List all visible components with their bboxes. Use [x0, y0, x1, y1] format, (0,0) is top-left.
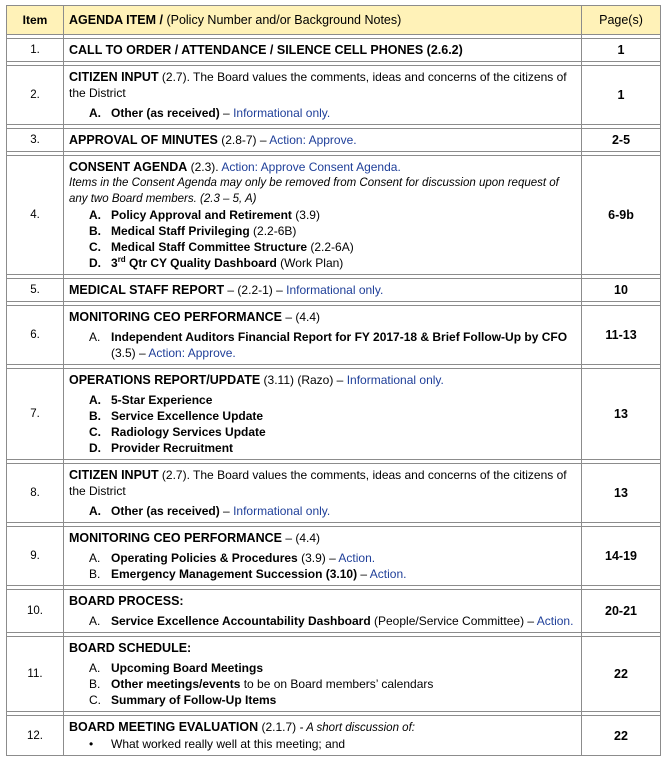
sub-item: B. Emergency Management Succession (3.10) – Action.: [89, 567, 407, 581]
agenda-item-cell: [64, 306, 582, 365]
table-row: [7, 716, 661, 756]
action-label: Informational only.: [233, 504, 331, 518]
item-ref: (2.7).: [158, 70, 190, 84]
agenda-item-cell: [64, 66, 582, 125]
row-number: 2.: [7, 66, 64, 125]
row-pages: 20-21: [582, 590, 661, 633]
agenda-item-cell: [64, 716, 582, 756]
agenda-table: [6, 5, 661, 756]
action-label: Informational only.: [233, 106, 331, 120]
item-title: BOARD SCHEDULE:: [69, 641, 192, 655]
sub-item: A. Other (as received) – Informational only.: [89, 504, 331, 518]
row-number: 1.: [7, 39, 64, 62]
item-description: The Board values the comments, ideas and concerns of the citizens of the District: [69, 70, 567, 100]
sub-item: B. Medical Staff Privileging (2.2-6B): [89, 224, 297, 238]
sub-item: B. Other meetings/events to be on Board members’ calendars: [89, 677, 434, 691]
action-label: Action: Approve Consent Agenda.: [221, 160, 401, 174]
row-pages: 13: [582, 464, 661, 523]
row-number: 7.: [7, 369, 64, 460]
sub-item: A. Other (as received) – Informational only.: [89, 106, 331, 120]
agenda-item-cell: [64, 129, 582, 152]
header-agenda-bold: AGENDA ITEM /: [69, 13, 163, 27]
row-pages: 22: [582, 716, 661, 756]
sub-item: A. Independent Auditors Financial Report for FY 2017-18 & Brief Follow-Up by CFO (3.5) – Action: Approve.: [89, 330, 568, 360]
item-title: MONITORING CEO PERFORMANCE: [69, 531, 282, 545]
sub-item: A. Service Excellence Accountability Dashboard (People/Service Committee) – Action.: [89, 614, 574, 628]
row-number: 5.: [7, 279, 64, 302]
item-ref: (3.11) (Razo) –: [260, 373, 347, 387]
sub-item: C. Medical Staff Committee Structure (2.2-6A): [89, 240, 354, 254]
sub-item: C. Radiology Services Update: [89, 425, 266, 439]
row-number: 11.: [7, 637, 64, 712]
row-pages: 1: [582, 39, 661, 62]
action-label: Action.: [338, 551, 376, 565]
agenda-item-cell: [64, 527, 582, 586]
item-ref: – (4.4): [281, 310, 320, 324]
item-ref: (2.3).: [187, 160, 222, 174]
table-row: [7, 39, 661, 62]
bullet-item: • What worked really well at this meeting; and: [89, 737, 346, 751]
item-title: BOARD PROCESS:: [69, 594, 184, 608]
agenda-item-cell: [64, 637, 582, 712]
sub-item: A. 5-Star Experience: [89, 393, 213, 407]
table-row: [7, 129, 661, 152]
action-label: Action: Approve.: [269, 133, 357, 147]
sub-item: A. Policy Approval and Retirement (3.9): [89, 208, 320, 222]
table-row: [7, 590, 661, 633]
action-label: Informational only.: [286, 283, 384, 297]
row-pages: 14-19: [582, 527, 661, 586]
row-number: 10.: [7, 590, 64, 633]
item-description: The Board values the comments, ideas and concerns of the citizens of the District: [69, 468, 567, 498]
row-pages: 11-13: [582, 306, 661, 365]
sub-item: D. Provider Recruitment: [89, 441, 234, 455]
row-number: 8.: [7, 464, 64, 523]
item-title: CONSENT AGENDA: [69, 160, 188, 174]
header-agenda-rest: (Policy Number and/or Background Notes): [162, 13, 402, 27]
item-ref: (2.1.7): [258, 720, 300, 734]
item-ref: – (2.2-1) –: [224, 283, 287, 297]
header-agenda-item: [64, 6, 582, 35]
table-header-row: [7, 6, 661, 35]
item-note: - A short discussion of:: [299, 722, 415, 734]
table-row: [7, 279, 661, 302]
agenda-item-cell: [64, 464, 582, 523]
item-title: MEDICAL STAFF REPORT: [69, 283, 225, 297]
item-title: OPERATIONS REPORT/UPDATE: [69, 373, 261, 387]
item-title: MONITORING CEO PERFORMANCE: [69, 310, 282, 324]
row-number: 4.: [7, 156, 64, 275]
row-pages: 10: [582, 279, 661, 302]
item-title: CALL TO ORDER / ATTENDANCE / SILENCE CELL PHONES (2.6.2): [69, 43, 463, 57]
action-label: Action: Approve.: [148, 346, 236, 360]
table-row: [7, 66, 661, 125]
table-row: [7, 156, 661, 275]
header-item: Item: [7, 6, 64, 35]
row-number: 3.: [7, 129, 64, 152]
row-pages: 22: [582, 637, 661, 712]
row-pages: 6-9b: [582, 156, 661, 275]
bullet-icon: •: [89, 737, 94, 751]
action-label: Action.: [536, 614, 574, 628]
action-label: Action.: [369, 567, 407, 581]
row-number: 9.: [7, 527, 64, 586]
row-pages: 1: [582, 66, 661, 125]
action-label: Informational only.: [346, 373, 444, 387]
item-title: CITIZEN INPUT: [69, 70, 159, 84]
row-pages: 2-5: [582, 129, 661, 152]
sub-item: D. 3rd Qtr CY Quality Dashboard (Work Plan): [89, 255, 344, 270]
table-row: [7, 369, 661, 460]
sub-item: B. Service Excellence Update: [89, 409, 264, 423]
item-ref: – (4.4): [281, 531, 320, 545]
agenda-item-cell: [64, 590, 582, 633]
agenda-item-cell: [64, 279, 582, 302]
agenda-item-cell: [64, 156, 582, 275]
item-title: CITIZEN INPUT: [69, 468, 159, 482]
row-pages: 13: [582, 369, 661, 460]
sub-item: A. Upcoming Board Meetings: [89, 661, 264, 675]
item-title: BOARD MEETING EVALUATION: [69, 720, 259, 734]
row-number: 6.: [7, 306, 64, 365]
agenda-item-cell: [64, 369, 582, 460]
sub-item: A. Operating Policies & Procedures (3.9) – Action.: [89, 551, 376, 565]
table-row: [7, 306, 661, 365]
item-ref: (2.8-7) –: [217, 133, 270, 147]
sub-item: C. Summary of Follow-Up Items: [89, 693, 277, 707]
item-title: APPROVAL OF MINUTES: [69, 133, 218, 147]
table-row: [7, 464, 661, 523]
table-row: [7, 527, 661, 586]
row-number: 12.: [7, 716, 64, 756]
header-pages: Page(s): [582, 6, 661, 35]
item-ref: (2.7).: [158, 468, 190, 482]
agenda-item-cell: [64, 39, 582, 62]
consent-note: Items in the Consent Agenda may only be removed from Consent for discussion upon request of any two Board members. (2.3 – 5, A): [69, 177, 559, 205]
table-row: [7, 637, 661, 712]
